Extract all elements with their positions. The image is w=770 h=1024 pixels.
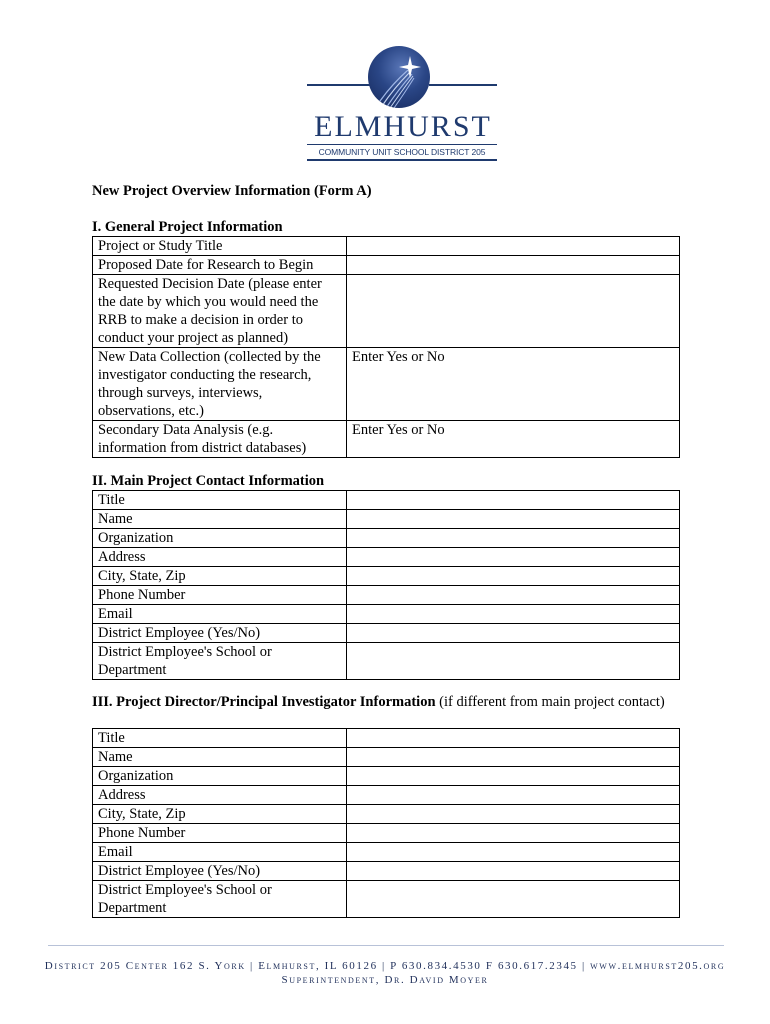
investigator-info-table (92, 728, 680, 918)
section-3-heading-text: III. Project Director/Principal Investigator Information (92, 694, 436, 710)
section-1-heading (92, 218, 283, 236)
row-label: Title (93, 491, 347, 510)
row-label: Secondary Data Analysis (e.g. information from district databases) (93, 421, 347, 458)
table-row (93, 586, 680, 605)
row-value-field[interactable] (347, 237, 680, 256)
footer-divider (48, 945, 724, 946)
row-label: Name (93, 510, 347, 529)
row-value-field[interactable] (347, 643, 680, 680)
table-row (93, 805, 680, 824)
row-value-field[interactable] (347, 510, 680, 529)
table-row (93, 256, 680, 275)
row-value-field[interactable]: Enter Yes or No (347, 348, 680, 421)
row-label: New Data Collection (collected by the investigator conducting the research, through surveys, interviews, observations, etc.) (93, 348, 347, 421)
logo-subtitle: COMMUNITY UNIT SCHOOL DISTRICT 205 (307, 144, 497, 157)
form-title: New Project Overview Information (Form A) (92, 183, 372, 199)
section-1-heading-text: I. General Project Information (92, 219, 283, 235)
row-label: Phone Number (93, 824, 347, 843)
district-logo (300, 40, 505, 165)
row-value-field[interactable] (347, 275, 680, 348)
row-value-field[interactable] (347, 729, 680, 748)
table-row (93, 824, 680, 843)
row-label: Email (93, 843, 347, 862)
row-label: Address (93, 786, 347, 805)
row-label: City, State, Zip (93, 567, 347, 586)
table-row (93, 529, 680, 548)
row-value-field[interactable] (347, 529, 680, 548)
row-label: City, State, Zip (93, 805, 347, 824)
row-value-field[interactable] (347, 624, 680, 643)
table-row (93, 786, 680, 805)
row-label: District Employee (Yes/No) (93, 862, 347, 881)
row-label: Project or Study Title (93, 237, 347, 256)
table-row (93, 843, 680, 862)
row-label: District Employee (Yes/No) (93, 624, 347, 643)
table-row (93, 491, 680, 510)
table-row (93, 767, 680, 786)
logo-emblem-icon (368, 46, 430, 108)
table-row (93, 567, 680, 586)
row-value-field[interactable] (347, 256, 680, 275)
row-label: Name (93, 748, 347, 767)
section-3-heading (92, 693, 680, 711)
row-value-field[interactable]: Enter Yes or No (347, 421, 680, 458)
logo-rule-right (429, 84, 497, 86)
logo-underline (307, 159, 497, 161)
row-value-field[interactable] (347, 605, 680, 624)
row-label: Address (93, 548, 347, 567)
row-label: Proposed Date for Research to Begin (93, 256, 347, 275)
row-value-field[interactable] (347, 862, 680, 881)
table-row (93, 881, 680, 918)
table-row (93, 748, 680, 767)
row-label: Organization (93, 529, 347, 548)
table-row (93, 605, 680, 624)
table-row (93, 729, 680, 748)
row-value-field[interactable] (347, 805, 680, 824)
row-label: Email (93, 605, 347, 624)
row-value-field[interactable] (347, 881, 680, 918)
row-value-field[interactable] (347, 843, 680, 862)
row-value-field[interactable] (347, 567, 680, 586)
row-label: Organization (93, 767, 347, 786)
table-row (93, 510, 680, 529)
row-label: Phone Number (93, 586, 347, 605)
row-value-field[interactable] (347, 786, 680, 805)
row-value-field[interactable] (347, 824, 680, 843)
row-value-field[interactable] (347, 586, 680, 605)
main-contact-table (92, 490, 680, 680)
footer-superintendent: Superintendent, Dr. David Moyer (281, 974, 489, 986)
table-row (93, 348, 680, 421)
logo-rule-left (307, 84, 371, 86)
table-row (93, 643, 680, 680)
row-value-field[interactable] (347, 748, 680, 767)
section-2-heading (92, 472, 324, 490)
row-label: District Employee's School or Department (93, 643, 347, 680)
table-row (93, 237, 680, 256)
row-label: District Employee's School or Department (93, 881, 347, 918)
row-value-field[interactable] (347, 767, 680, 786)
logo-wordmark: ELMHURST (314, 110, 492, 143)
table-row (93, 624, 680, 643)
section-3-heading-note: (if different from main project contact) (435, 694, 665, 710)
table-row (93, 548, 680, 567)
table-row (93, 862, 680, 881)
row-value-field[interactable] (347, 548, 680, 567)
row-value-field[interactable] (347, 491, 680, 510)
table-row (93, 275, 680, 348)
footer-address: District 205 Center 162 S. York | Elmhurst, IL 60126 | P 630.834.4530 F 630.617.2345 | www.elmhurst205.org (44, 960, 726, 972)
table-row (93, 421, 680, 458)
section-2-heading-text: II. Main Project Contact Information (92, 473, 325, 489)
row-label: Title (93, 729, 347, 748)
general-info-table (92, 236, 680, 458)
row-label: Requested Decision Date (please enter the date by which you would need the RRB to make a decision in order to conduct your project as planned) (93, 275, 347, 348)
